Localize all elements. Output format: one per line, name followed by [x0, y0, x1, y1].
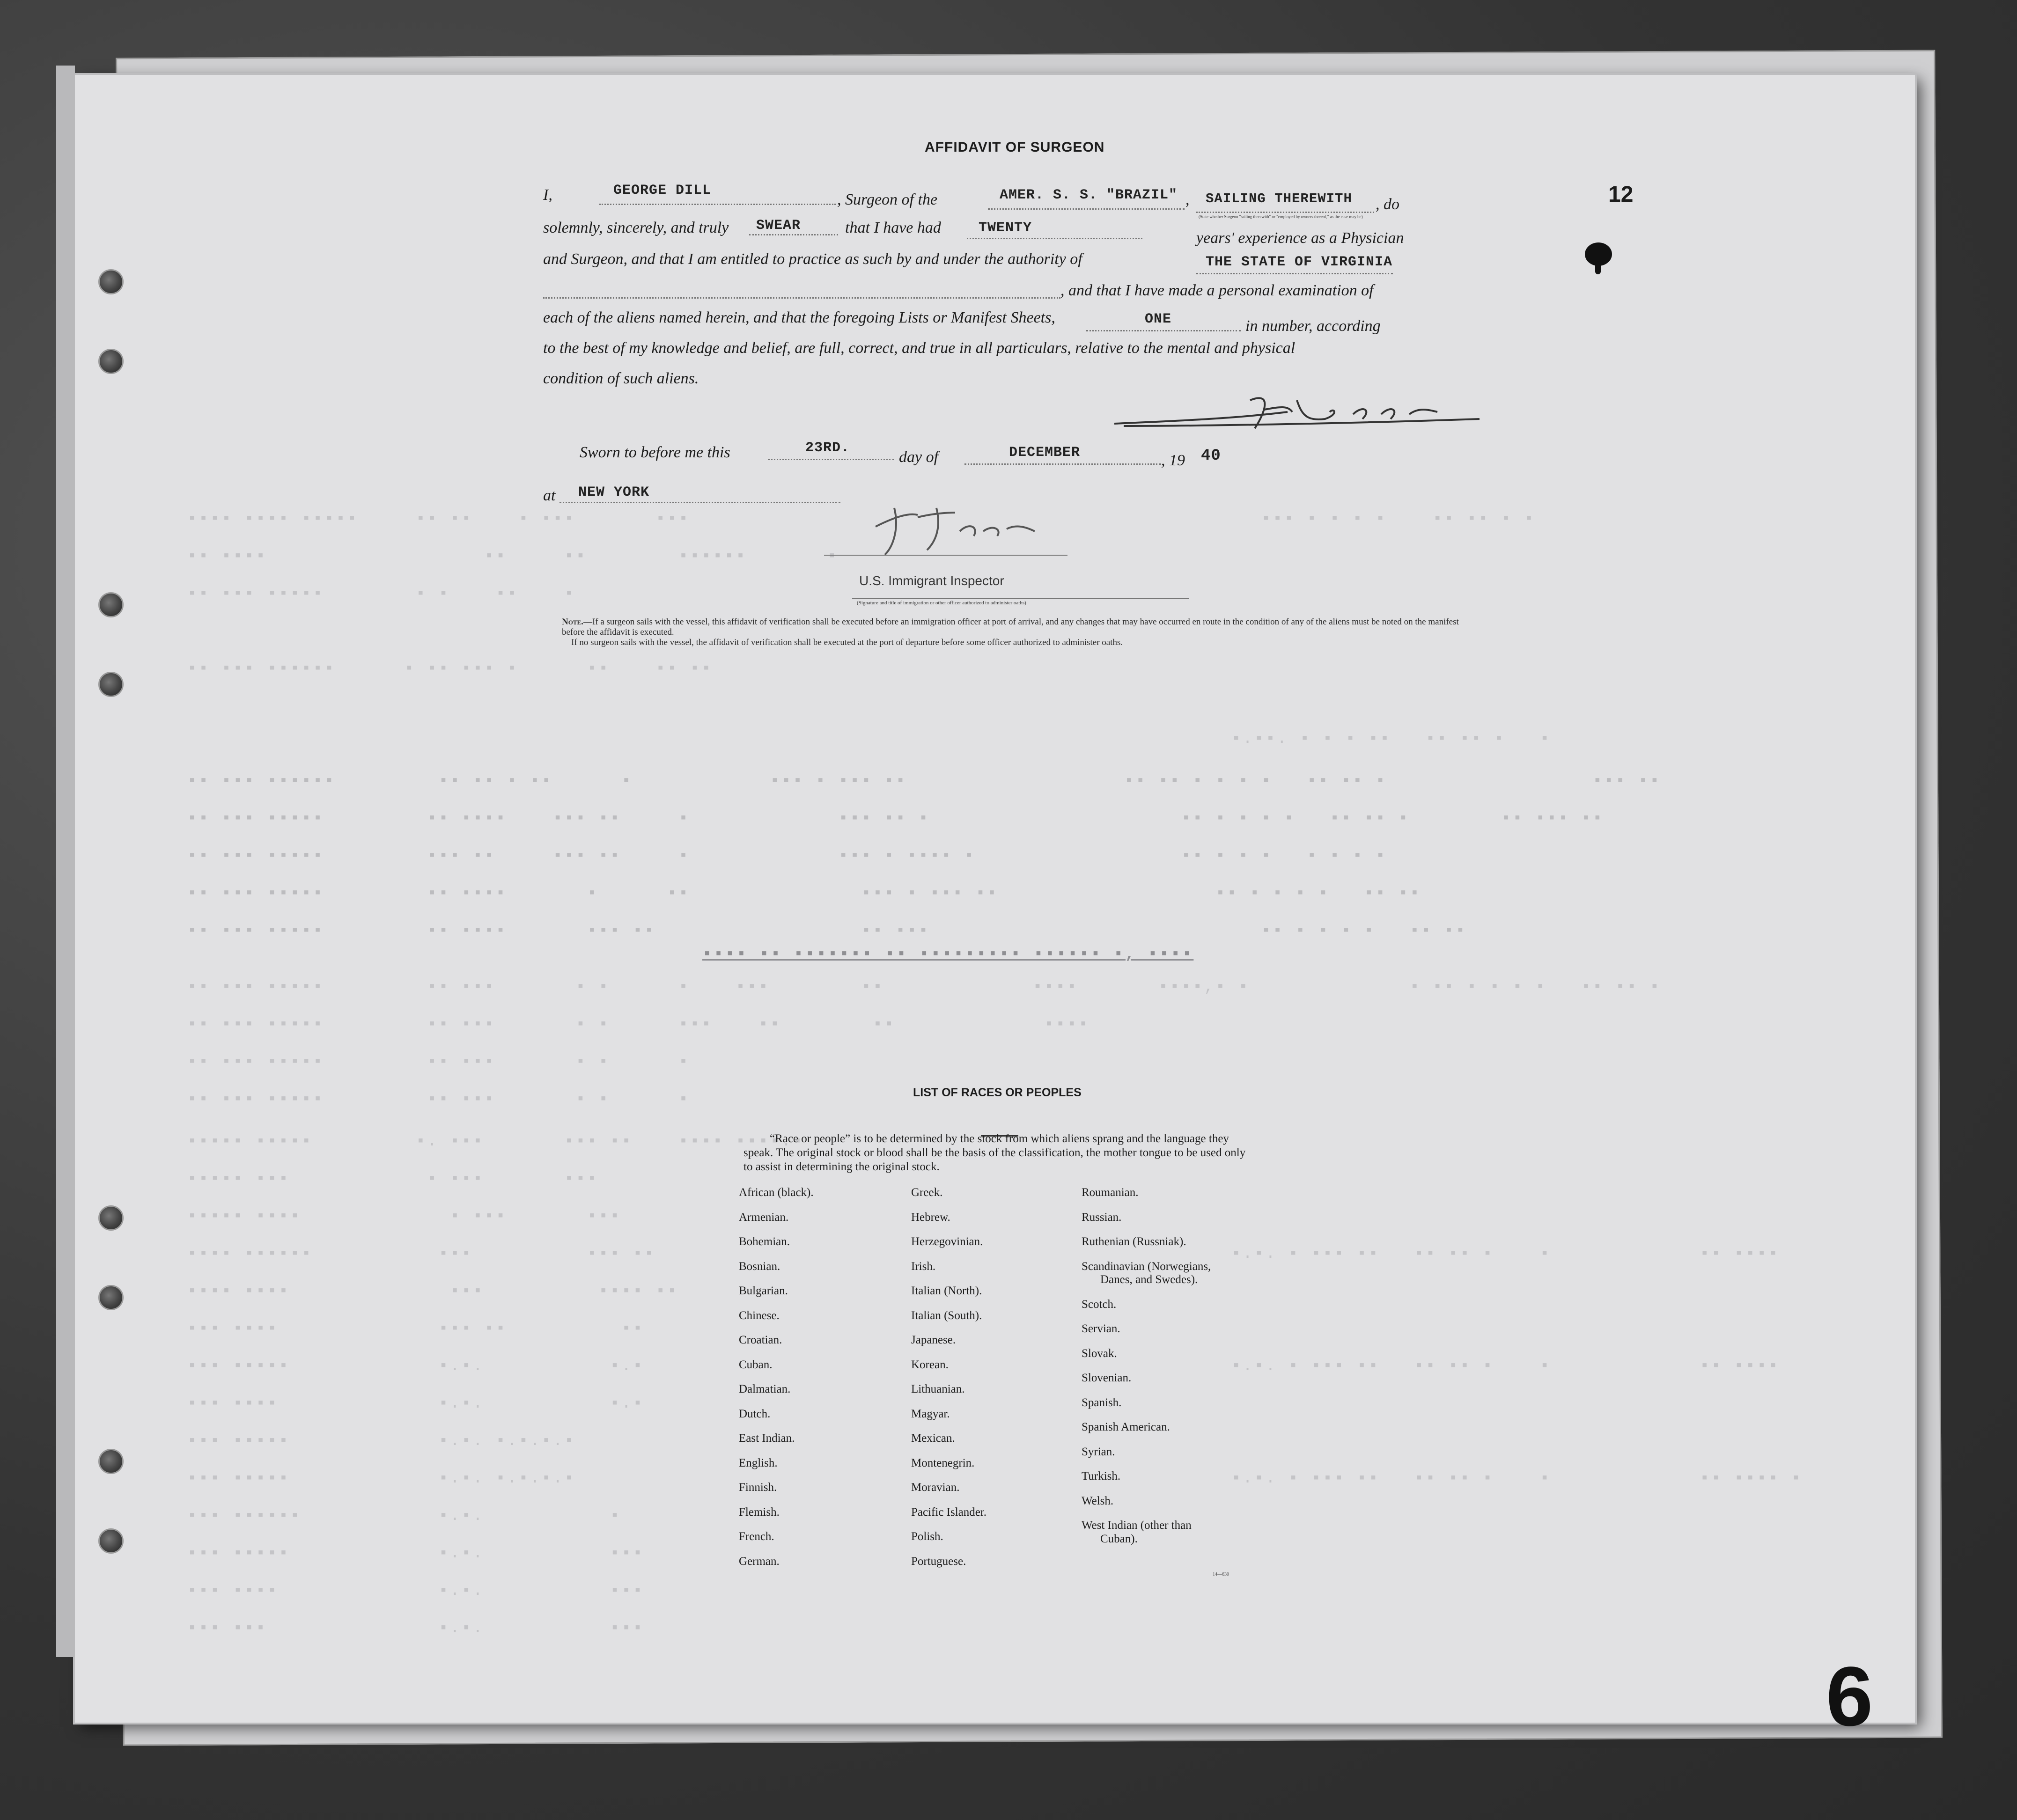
race-item: Croatian. — [739, 1334, 782, 1346]
to-the-best-text: to the best of my knowledge and belief, are full, correct, and true in all particulars, relative to the mental and physical — [543, 339, 1296, 357]
race-item: Magyar. — [911, 1407, 950, 1420]
bleed-through-row: ▪▪ ▪▪▪ ▪▪▪▪▪▪ ▪ ▪▪ ▪▪▪ ▪ ▪▪ ▪▪ ▪▪ — [187, 660, 713, 678]
fill-line — [543, 297, 1060, 299]
race-item: Flemish. — [739, 1505, 780, 1519]
bleed-through-row: ▪▪ ▪▪▪ ▪▪▪▪▪▪ ▪▪ ▪▪ ▪ ▪▪ ▪ ▪▪▪ ▪ ▪▪▪ ▪▪ ▪▪ ▪▪ ▪ ▪ ▪ ▪ ▪▪ ▪▪ ▪ ▪▪▪ ▪▪ — [187, 772, 1662, 790]
race-item: Slovenian. — [1082, 1372, 1132, 1384]
race-item: Scotch. — [1082, 1298, 1117, 1311]
race-item: Herzegovinian. — [911, 1235, 983, 1248]
page-number: 12 — [1608, 182, 1634, 207]
fill-line — [967, 238, 1142, 239]
bleed-through-row: ▪▪ ▪▪▪ ▪▪▪▪▪ ▪▪ ▪▪▪ ▪ ▪ ▪▪▪ ▪▪ ▪▪ ▪▪▪▪ — [187, 1016, 1090, 1034]
race-item: East Indian. — [739, 1432, 795, 1445]
fill-line — [964, 463, 1161, 465]
bleed-through-row: ▪▪▪ ▪▪▪▪▪ ▪.▪. ▪.▪.▪.▪ — [187, 1470, 576, 1488]
surgeon-signature — [1110, 386, 1484, 438]
year-prefix: , 19 — [1161, 452, 1185, 469]
race-item: Finnish. — [739, 1481, 777, 1494]
binder-hole — [98, 672, 124, 697]
day-of-text: day of — [899, 448, 939, 466]
race-item: Dutch. — [739, 1407, 771, 1420]
bleed-through-row: ▪▪▪ ▪▪▪▪▪ ▪.▪. ▪.▪ — [187, 1358, 645, 1375]
race-item: Chinese. — [739, 1309, 780, 1322]
bleed-through-row: ▪▪ ▪▪▪▪ ▪▪ ▪▪ ▪▪▪▪▪▪ ▪ — [187, 548, 839, 565]
fill-line — [1196, 273, 1393, 274]
surgeon-of-the-text: , Surgeon of the — [837, 191, 938, 208]
sailing-note: (State whether Surgeon "sailing therewith" or "employed by owners thereof," as the case may be) — [1199, 214, 1363, 219]
race-item: Bosnian. — [739, 1260, 780, 1273]
binder-hole — [98, 1449, 124, 1474]
margin-number: 9 — [1826, 1649, 1873, 1743]
each-of-text: each of the aliens named herein, and that the foregoing Lists or Manifest Sheets, — [543, 309, 1055, 326]
comma-text: , — [1185, 191, 1190, 208]
race-item: Servian. — [1082, 1322, 1120, 1335]
note-text-1: —If a surgeon sails with the vessel, this affidavit of verification shall be executed before an immigration officer at port of arrival, and any changes that may have occurred en route in the condition of any of the aliens must be noted on the manifest before the affidavit is executed. — [562, 617, 1459, 637]
bleed-through-row: ▪▪▪▪▪ ▪▪▪ ▪ ▪▪▪ ▪▪▪ — [187, 1170, 599, 1188]
document-page — [75, 75, 1915, 1743]
race-item: Slovak. — [1082, 1347, 1117, 1360]
race-item: Roumanian. — [1082, 1186, 1139, 1199]
bleed-through-row: ▪▪▪ ▪▪▪▪ ▪.▪. ▪▪▪ — [187, 1582, 645, 1600]
race-item: Russian. — [1082, 1211, 1122, 1224]
binder-hole — [98, 1205, 124, 1231]
bleed-through-row: ▪▪▪ ▪▪▪▪▪▪ ▪.▪. ▪ — [187, 1507, 622, 1525]
note-label: Note. — [562, 617, 583, 627]
fill-line — [749, 234, 838, 235]
race-item: Polish. — [911, 1530, 943, 1543]
year-suffix: 40 — [1201, 447, 1221, 465]
fill-line — [1196, 212, 1374, 213]
race-item: Lithuanian. — [911, 1383, 965, 1395]
inspector-line — [852, 598, 1189, 599]
bleed-through-row: ▪▪ ▪▪▪ ▪▪▪▪▪ ▪▪ ▪▪▪ ▪ ▪ ▪ — [187, 1053, 690, 1071]
fill-line — [1086, 330, 1241, 331]
race-item: Moravian. — [911, 1481, 960, 1494]
races-column-1 — [739, 1181, 814, 1574]
bleed-through-row: ▪▪▪▪▪ ▪▪▪▪ ▪ ▪▪▪ ▪▪▪ — [187, 1208, 622, 1226]
sworn-month: DECEMBER — [1009, 445, 1081, 461]
sworn-text: Sworn to before me this — [580, 444, 730, 461]
bleed-through-row: ▪▪▪▪▪ ▪▪▪▪▪ ▪. ▪▪▪ ▪▪▪ ▪▪ ▪▪▪▪ ▪▪▪▪.▪ — [187, 1133, 804, 1151]
race-item: Mexican. — [911, 1432, 955, 1445]
race-item: Bulgarian. — [739, 1284, 788, 1297]
form-number: 14—630 — [1213, 1572, 1229, 1577]
years-value: TWENTY — [979, 220, 1032, 236]
swear-value: SWEAR — [756, 218, 801, 234]
bleed-through-row: ▪▪ ▪▪▪ ▪▪▪▪▪ ▪▪ ▪▪▪ ▪ ▪ ▪ ▪▪▪ ▪▪ ▪▪▪▪ ▪▪▪▪,▪ ▪ ▪ ▪▪ ▪ ▪ ▪ ▪ ▪▪ ▪▪ ▪ — [187, 978, 1662, 996]
binder-hole — [98, 1528, 124, 1554]
bleed-through-row: ▪▪ ▪▪▪ ▪▪▪▪▪ ▪▪▪ ▪▪ ▪▪▪ ▪▪ ▪ ▪▪▪ ▪ ▪▪▪▪ ▪ ▪▪ ▪ ▪ ▪ ▪ ▪ ▪ ▪ — [187, 847, 1387, 865]
race-item: Cuban). — [1100, 1532, 1138, 1545]
race-item: Montenegrin. — [911, 1456, 975, 1469]
sworn-place: NEW YORK — [578, 484, 650, 500]
surgeon-name: GEORGE DILL — [613, 183, 712, 198]
race-item: Italian (North). — [911, 1284, 982, 1297]
race-item: Spanish American. — [1082, 1421, 1170, 1433]
personal-exam-text: , and that I have made a personal examination of — [1060, 282, 1374, 299]
sailing-status: SAILING THEREWITH — [1206, 191, 1352, 206]
race-item: Welsh. — [1082, 1494, 1114, 1507]
do-text: , do — [1376, 196, 1399, 213]
fill-line — [599, 204, 836, 205]
binder-hole — [98, 1285, 124, 1310]
race-item: Japanese. — [911, 1334, 956, 1346]
race-item: African (black). — [739, 1186, 814, 1199]
bleed-through-row: ▪▪▪ ▪▪▪▪ ▪.▪. ▪.▪ — [187, 1395, 645, 1413]
race-item: Greek. — [911, 1186, 943, 1199]
ink-blot — [1585, 242, 1612, 266]
authority-value: THE STATE OF VIRGINIA — [1206, 254, 1393, 270]
race-item: Pacific Islander. — [911, 1505, 987, 1519]
race-item: English. — [739, 1456, 778, 1469]
inspector-caption: (Signature and title of immigration or other officer authorized to administer oaths) — [857, 600, 1026, 606]
race-item: Armenian. — [739, 1211, 789, 1224]
binder-hole — [98, 269, 124, 294]
bleed-through-row: ▪▪▪ ▪▪▪▪▪ ▪.▪. ▪▪▪ — [187, 1545, 645, 1563]
race-item: Dalmatian. — [739, 1383, 791, 1395]
races-column-3 — [1082, 1181, 1211, 1551]
race-item: Syrian. — [1082, 1445, 1115, 1458]
race-item: Danes, and Swedes). — [1100, 1273, 1198, 1286]
race-item: Portuguese. — [911, 1555, 966, 1568]
inspector-title: U.S. Immigrant Inspector — [859, 573, 1004, 588]
race-item: Hebrew. — [911, 1211, 950, 1224]
race-item: Turkish. — [1082, 1470, 1121, 1482]
binder-hole — [98, 592, 124, 617]
races-title: LIST OF RACES OR PEOPLES — [913, 1086, 1082, 1099]
race-item: Irish. — [911, 1260, 936, 1273]
races-intro: “Race or people” is to be determined by the stock from which aliens sprang and the language they speak. The original stock or blood shall be the basis of the classification, the mother tongue to be used only to assist in determining the original stock. — [743, 1132, 1246, 1173]
years-experience-text: years' experience as a Physician — [1196, 229, 1404, 247]
bleed-through-column: ▪.▪. ▪ ▪▪▪ ▪▪ ▪▪ ▪▪ ▪ ▪ ▪▪ ▪▪▪▪ — [1231, 1245, 1780, 1263]
bleed-through-column: ▪.▪▪. ▪ ▪ ▪ ▪▪ ▪▪ ▪▪ ▪ ▪ — [1231, 730, 1552, 748]
document-title: AFFIDAVIT OF SURGEON — [925, 139, 1105, 155]
race-item: Cuban. — [739, 1358, 773, 1371]
bleed-through-row: ▪▪▪ ▪▪▪▪▪ ▪.▪. ▪.▪.▪.▪ — [187, 1432, 576, 1450]
race-item: German. — [739, 1555, 780, 1568]
race-item: Spanish. — [1082, 1396, 1122, 1409]
fill-line — [988, 208, 1185, 210]
note-text-2: If no surgeon sails with the vessel, the affidavit of verification shall be executed at the port of departure before some officer authorized to administer oaths. — [571, 638, 1123, 647]
race-item: Italian (South). — [911, 1309, 982, 1322]
bleed-through-row: ▪▪ ▪▪▪ ▪▪▪▪▪ ▪ ▪ ▪▪ ▪ — [187, 585, 576, 603]
bleed-through-row: ▪▪▪ ▪▪▪ ▪.▪. ▪▪▪ — [187, 1620, 645, 1637]
bleed-through-column: ▪.▪. ▪ ▪▪▪ ▪▪ ▪▪ ▪▪ ▪ ▪ ▪▪ ▪▪▪▪ — [1231, 1358, 1780, 1375]
bleed-through-column: ▪.▪. ▪ ▪▪▪ ▪▪ ▪▪ ▪▪ ▪ ▪ ▪▪ ▪▪▪▪ ▪ — [1231, 1470, 1803, 1488]
bleed-through-row: ▪▪ ▪▪▪ ▪▪▪▪▪ ▪▪ ▪▪▪▪ ▪ ▪▪ ▪▪▪ ▪ ▪▪▪ ▪▪ ▪▪ ▪ ▪ ▪ ▪ ▪▪ ▪▪ — [187, 885, 1421, 903]
vessel-name: AMER. S. S. "BRAZIL" — [1000, 187, 1178, 203]
bleed-through-row: ▪▪▪ ▪▪▪▪ ▪▪▪ ▪▪ ▪▪ — [187, 1320, 645, 1338]
signature-line — [824, 555, 1067, 556]
sheets-value: ONE — [1145, 311, 1172, 327]
that-i-have-had-text: that I have had — [845, 219, 941, 236]
race-item: French. — [739, 1530, 774, 1543]
bleed-through-row: ▪▪▪▪ ▪▪▪▪▪▪ ▪▪▪ ▪▪▪ ▪▪ — [187, 1245, 656, 1263]
solemnly-text: solemnly, sincerely, and truly — [543, 219, 729, 236]
inspector-signature — [866, 499, 1063, 564]
and-surgeon-text: and Surgeon, and that I am entitled to practice as such by and under the authority of — [543, 250, 1082, 268]
bleed-through-row: ▪▪ ▪▪▪ ▪▪▪▪▪ ▪▪ ▪▪▪▪ ▪▪▪ ▪▪ ▪▪ ▪▪▪ ▪▪ ▪ ▪ ▪ ▪ ▪▪ ▪▪ — [187, 922, 1467, 940]
sworn-day: 23RD. — [805, 440, 850, 456]
bleed-through-row: ▪▪ ▪▪▪ ▪▪▪▪▪ ▪▪ ▪▪▪ ▪ ▪ ▪ — [187, 1091, 690, 1108]
affidavit-note — [562, 617, 1461, 648]
fill-line — [768, 459, 894, 460]
binder-hole — [98, 349, 124, 374]
condition-text: condition of such aliens. — [543, 370, 699, 387]
bleed-through-heading: ▪▪▪▪ ▪▪ ▪▪▪▪▪▪▪ ▪▪ ▪▪▪▪▪▪▪▪▪ ▪▪▪▪▪▪ ▪, ▪▪▪▪ — [702, 946, 1194, 963]
affidavit-i: I, — [543, 186, 552, 204]
in-number-text: in number, according — [1245, 317, 1381, 335]
races-column-2 — [911, 1181, 986, 1574]
race-item: Scandinavian (Norwegians, — [1082, 1260, 1211, 1273]
race-item: Korean. — [911, 1358, 949, 1371]
bleed-through-row: ▪▪▪▪ ▪▪▪▪ ▪▪▪▪▪ ▪▪ ▪▪ ▪ ▪▪▪ ▪▪▪ ▪▪▪ ▪ ▪ ▪ ▪ ▪▪ ▪▪ ▪ ▪ — [187, 510, 1536, 528]
race-item: Ruthenian (Russniak). — [1082, 1235, 1186, 1248]
at-text: at — [543, 487, 556, 504]
fill-line — [559, 502, 840, 503]
race-item: Bohemian. — [739, 1235, 790, 1248]
race-item: West Indian (other than — [1082, 1519, 1192, 1532]
bleed-through-row: ▪▪▪▪ ▪▪▪▪ ▪▪▪ ▪▪▪▪ ▪▪ — [187, 1283, 679, 1300]
bleed-through-row: ▪▪ ▪▪▪ ▪▪▪▪▪ ▪▪ ▪▪▪▪ ▪▪▪ ▪▪ ▪ ▪▪▪ ▪▪ ▪ ▪▪ ▪ ▪ ▪ ▪ ▪▪ ▪▪ ▪ ▪▪ ▪▪▪ ▪▪ — [187, 810, 1605, 828]
